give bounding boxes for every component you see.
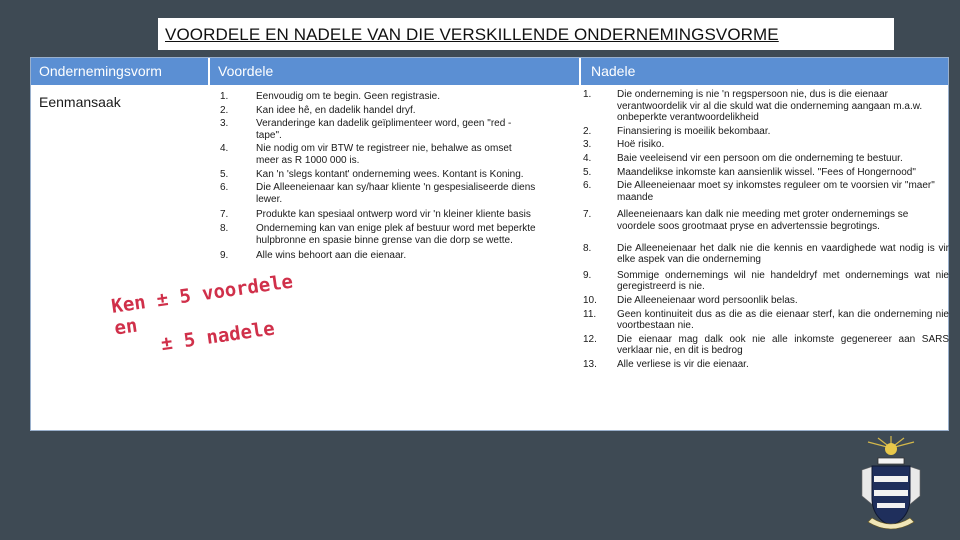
voordele-item xyxy=(220,105,536,117)
voordele-item-text: Produkte kan spesiaal ontwerp word vir 'n kleiner kliente basis xyxy=(256,209,531,221)
voordele-item-number: 7. xyxy=(220,209,229,221)
nadele-item xyxy=(583,209,949,232)
nadele-item-text: Die eienaar mag dalk ook nie alle inkomste gegenereer aan SARS verklaar nie, en dit is bedrog xyxy=(617,333,949,357)
voordele-item-text: Alle wins behoort aan die eienaar. xyxy=(256,250,407,262)
nadele-item-number: 5. xyxy=(583,166,592,178)
nadele-item-number: 4. xyxy=(583,152,592,164)
nadele-item-text: Alleeneienaars kan dalk nie meeding met groter ondernemings se voordele soos grootmaat pryse en advertenssie begrotings. xyxy=(617,209,909,232)
nadele-item xyxy=(583,153,949,165)
nadele-item-text: Sommige ondernemings wil nie handeldryf met ondernemings wat nie geregistreerd is nie. xyxy=(617,269,949,293)
voordele-item xyxy=(220,182,536,205)
nadele-item-text: Die Alleeneienaar word persoonlik belas. xyxy=(617,294,798,306)
voordele-item-number: 8. xyxy=(220,222,229,234)
header-nadele: Nadele xyxy=(581,58,948,85)
voordele-item-text: Kan 'n 'slegs kontant' onderneming wees. Kontant is Koning. xyxy=(256,168,524,180)
voordele-item-text: Die Alleeneienaar kan sy/haar kliente 'n gespesialiseerde diens lewer. xyxy=(256,182,536,205)
nadele-item-number: 8. xyxy=(583,242,592,254)
voordele-item-text: Veranderinge kan dadelik geïplimenteer word, geen "red - tape". xyxy=(256,118,512,141)
school-crest-icon xyxy=(848,436,934,536)
nadele-item-text: Alle verliese is vir die eienaar. xyxy=(617,358,749,370)
nadele-item-number: 11. xyxy=(583,308,597,320)
nadele-item xyxy=(583,139,949,151)
nadele-item-text: Baie veeleisend vir een persoon om die onderneming te bestuur. xyxy=(617,152,903,164)
nadele-item-number: 9. xyxy=(583,269,592,281)
nadele-item-text: Maandelikse inkomste kan aansienlik wissel. "Fees of Hongernood" xyxy=(617,166,916,178)
nadele-item-number: 13. xyxy=(583,358,597,370)
voordele-list xyxy=(220,91,536,264)
header-voordele: Voordele xyxy=(210,58,579,85)
voordele-item-number: 9. xyxy=(220,250,229,262)
nadele-item-number: 12. xyxy=(583,333,597,345)
nadele-item xyxy=(583,309,949,332)
voordele-item-number: 6. xyxy=(220,182,229,194)
nadele-item-text: Finansiering is moeilik bekombaar. xyxy=(617,125,771,137)
voordele-item xyxy=(220,91,536,103)
voordele-item-text: Eenvoudig om te begin. Geen registrasie. xyxy=(256,91,440,102)
nadele-item xyxy=(583,180,949,203)
nadele-item xyxy=(583,126,949,138)
annotation-line-1: Ken ± 5 voordele en xyxy=(110,270,295,340)
voordele-item-number: 4. xyxy=(220,143,229,155)
nadele-item-number: 2. xyxy=(583,125,592,137)
voordele-item xyxy=(220,223,536,246)
nadele-item xyxy=(583,359,949,371)
comparison-table xyxy=(30,57,949,431)
nadele-item-number: 3. xyxy=(583,139,592,151)
nadele-item-number: 10. xyxy=(583,294,597,306)
page-title: VOORDELE EN NADELE VAN DIE VERSKILLENDE ONDERNEMINGSVORME xyxy=(165,25,779,44)
annotation-line-2: ± 5 nadele xyxy=(159,317,277,356)
form-name: Eenmansaak xyxy=(39,94,121,110)
nadele-item-text: Hoë risiko. xyxy=(617,139,665,151)
nadele-item xyxy=(583,270,949,293)
voordele-item-text: Onderneming kan van enige plek af bestuur word met beperkte hulpbronne en spasie binne grense van die dorp se wette. xyxy=(256,222,536,246)
voordele-item-text: Nie nodig om vir BTW te registreer nie, behalwe as omset meer as R 1000 000 is. xyxy=(256,143,512,166)
voordele-item xyxy=(220,250,536,262)
voordele-item-number: 2. xyxy=(220,104,229,116)
voordele-item-number: 1. xyxy=(220,91,229,102)
nadele-item xyxy=(583,295,949,307)
nadele-item-number: 7. xyxy=(583,209,592,221)
nadele-item-number: 6. xyxy=(583,180,592,192)
nadele-item xyxy=(583,89,949,124)
nadele-item-text: Die Alleeneienaar moet sy inkomstes reguleer om te voorsien vir "maer" maande xyxy=(617,180,935,203)
nadele-item-text: Die onderneming is nie 'n regspersoon nie, dus is die eienaar verantwoordelik vir al die skuld wat die onderneming aangaan m.a.w. onbeperkte verantwoordelikheid xyxy=(617,89,923,124)
header-ondernemingsvorm: Ondernemingsvorm xyxy=(31,58,208,85)
voordele-item-number: 5. xyxy=(220,168,229,180)
voordele-item-number: 3. xyxy=(220,118,229,130)
voordele-item-text: Kan idee hê, en dadelik handel dryf. xyxy=(256,104,416,116)
voordele-item xyxy=(220,118,536,141)
voordele-item xyxy=(220,169,536,181)
nadele-item-text: Die Alleeneienaar het dalk nie die kennis en vaardighede wat nodig is vir elke aspek van die onderneming xyxy=(617,242,949,266)
nadele-item-text: Geen kontinuiteit dus as die as die eienaar sterf, kan die onderneming nie voortbestaan nie. xyxy=(617,308,949,332)
nadele-item xyxy=(583,167,949,179)
nadele-item xyxy=(583,243,949,266)
voordele-item xyxy=(220,209,536,221)
nadele-item-number: 1. xyxy=(583,89,592,100)
nadele-item xyxy=(583,334,949,357)
voordele-item xyxy=(220,143,536,166)
nadele-list xyxy=(583,89,949,372)
